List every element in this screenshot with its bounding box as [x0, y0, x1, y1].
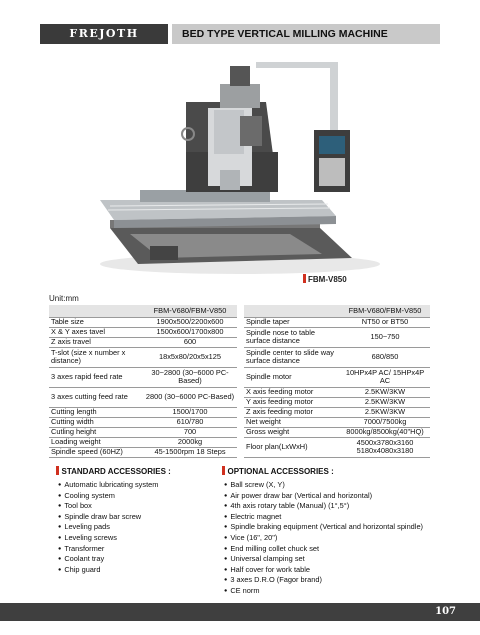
table-row	[244, 437, 430, 457]
table-row	[49, 407, 237, 417]
standard-accessories-heading	[56, 466, 171, 476]
list-item: ● Tool box	[58, 501, 158, 512]
spec-value: 2800 (30~6000 PC-Based)	[143, 387, 237, 407]
spec-value: 2.5KW/3KW	[340, 387, 430, 397]
spec-label: Spindle speed (60HZ)	[49, 447, 143, 457]
list-item: ● Leveling pads	[58, 522, 158, 533]
standard-accessories-list	[58, 480, 158, 575]
spec-label: Spindle center to slide way surface distance	[244, 347, 340, 367]
table-row	[49, 417, 237, 427]
spec-label: Z axis feeding motor	[244, 407, 340, 417]
footer-bar	[0, 603, 480, 621]
spec-label: Spindle motor	[244, 367, 340, 387]
spec-label: Y axis feeding motor	[244, 397, 340, 407]
spec-label: Cutting length	[49, 407, 143, 417]
red-marker-icon	[56, 466, 59, 475]
table-row	[244, 427, 430, 437]
optional-accessories-list	[224, 480, 423, 597]
spec-value: 2.5KW/3KW	[340, 397, 430, 407]
list-item: ● Half cover for work table	[224, 565, 423, 576]
list-item: ● CE norm	[224, 586, 423, 597]
spec-table-right	[244, 305, 430, 458]
table-row	[49, 427, 237, 437]
page-number: 107	[435, 606, 456, 617]
spec-value: 1900x500/2200x600	[143, 317, 237, 327]
table-row	[244, 367, 430, 387]
table-row	[244, 397, 430, 407]
spec-header-blank	[49, 305, 143, 317]
spec-header-blank	[244, 305, 340, 317]
spec-label: Gross weight	[244, 427, 340, 437]
table-row	[244, 317, 430, 327]
spec-label: X & Y axes tavel	[49, 327, 143, 337]
spec-value: 680/850	[340, 347, 430, 367]
spec-label: X axis feeding motor	[244, 387, 340, 397]
spec-label: Spindle taper	[244, 317, 340, 327]
list-item: ● 3 axes D.R.O (Fagor brand)	[224, 575, 423, 586]
list-item: ● Electric magnet	[224, 512, 423, 523]
table-row	[49, 387, 237, 407]
list-item: ● Transformer	[58, 544, 158, 555]
list-item: ● 4th axis rotary table (Manual) (1°,5°)	[224, 501, 423, 512]
red-marker-icon	[222, 466, 225, 475]
spec-value: 2.5KW/3KW	[340, 407, 430, 417]
table-row	[49, 327, 237, 337]
spec-label: Net weight	[244, 417, 340, 427]
spec-column-header: FBM-V680/FBM-V850	[143, 305, 237, 317]
list-item: ● Cooling system	[58, 491, 158, 502]
standard-accessories-title: STANDARD ACCESSORIES :	[61, 467, 171, 476]
spec-value: 600	[143, 337, 237, 347]
spec-value: 2000kg	[143, 437, 237, 447]
table-row	[49, 447, 237, 457]
list-item: ● Spindle braking equipment (Vertical and horizontal spindle)	[224, 522, 423, 533]
table-row	[244, 417, 430, 427]
spec-value: 45-1500rpm 18 Steps	[143, 447, 237, 457]
spec-table-left	[49, 305, 237, 458]
table-row	[49, 347, 237, 367]
spec-label: Table size	[49, 317, 143, 327]
list-item: ● Air power draw bar (Vertical and horizontal)	[224, 491, 423, 502]
list-item: ● Vice (16", 20")	[224, 533, 423, 544]
spec-label: Z axis travel	[49, 337, 143, 347]
spec-label: Loading weight	[49, 437, 143, 447]
spec-value: NT50 or BT50	[340, 317, 430, 327]
spec-value: 30~2800 (30~6000 PC-Based)	[143, 367, 237, 387]
milling-machine-illustration	[90, 50, 390, 280]
table-row	[49, 367, 237, 387]
brand-logo: FREJOTH	[69, 27, 139, 40]
model-label-text: FBM-V850	[308, 275, 347, 284]
list-item: ● Leveling screws	[58, 533, 158, 544]
spec-value: 10HPx4P AC/ 15HPx4P AC	[340, 367, 430, 387]
unit-label: Unit:mm	[49, 294, 79, 303]
spec-column-header: FBM-V680/FBM-V850	[340, 305, 430, 317]
list-item: ● Spindle draw bar screw	[58, 512, 158, 523]
optional-accessories-heading	[222, 466, 334, 476]
spec-value: 1500x600/1700x800	[143, 327, 237, 337]
model-label	[303, 274, 347, 284]
table-row	[49, 437, 237, 447]
list-item: ● Automatic lubricating system	[58, 480, 158, 491]
list-item: ● End milling collet chuck set	[224, 544, 423, 555]
table-row	[244, 327, 430, 347]
table-row	[49, 337, 237, 347]
spec-value: 8000kg/8500kg(40"HQ)	[340, 427, 430, 437]
table-row	[244, 347, 430, 367]
spec-value: 610/780	[143, 417, 237, 427]
spec-value: 7000/7500kg	[340, 417, 430, 427]
spec-value: 18x5x80/20x5x125	[143, 347, 237, 367]
table-row	[244, 387, 430, 397]
list-item: ● Ball screw (X, Y)	[224, 480, 423, 491]
spec-value: 4500x3780x3160 5180x4080x3180	[340, 437, 430, 457]
spec-label: 3 axes cutting feed rate	[49, 387, 143, 407]
spec-label: 3 axes rapid feed rate	[49, 367, 143, 387]
red-marker-icon	[303, 274, 306, 283]
spec-value: 150~750	[340, 327, 430, 347]
spec-label: Floor plan(LxWxH)	[244, 437, 340, 457]
list-item: ● Universal clamping set	[224, 554, 423, 565]
page-title: BED TYPE VERTICAL MILLING MACHINE	[182, 28, 388, 40]
spec-value: 1500/1700	[143, 407, 237, 417]
spec-label: Cutting width	[49, 417, 143, 427]
spec-label: Spindle nose to table surface distance	[244, 327, 340, 347]
table-row	[49, 317, 237, 327]
spec-value: 700	[143, 427, 237, 437]
spec-label: Cutling height	[49, 427, 143, 437]
list-item: ● Chip guard	[58, 565, 158, 576]
table-row	[244, 407, 430, 417]
spec-label: T-slot (size x number x distance)	[49, 347, 143, 367]
optional-accessories-title: OPTIONAL ACCESSORIES :	[227, 467, 334, 476]
list-item: ● Coolant tray	[58, 554, 158, 565]
